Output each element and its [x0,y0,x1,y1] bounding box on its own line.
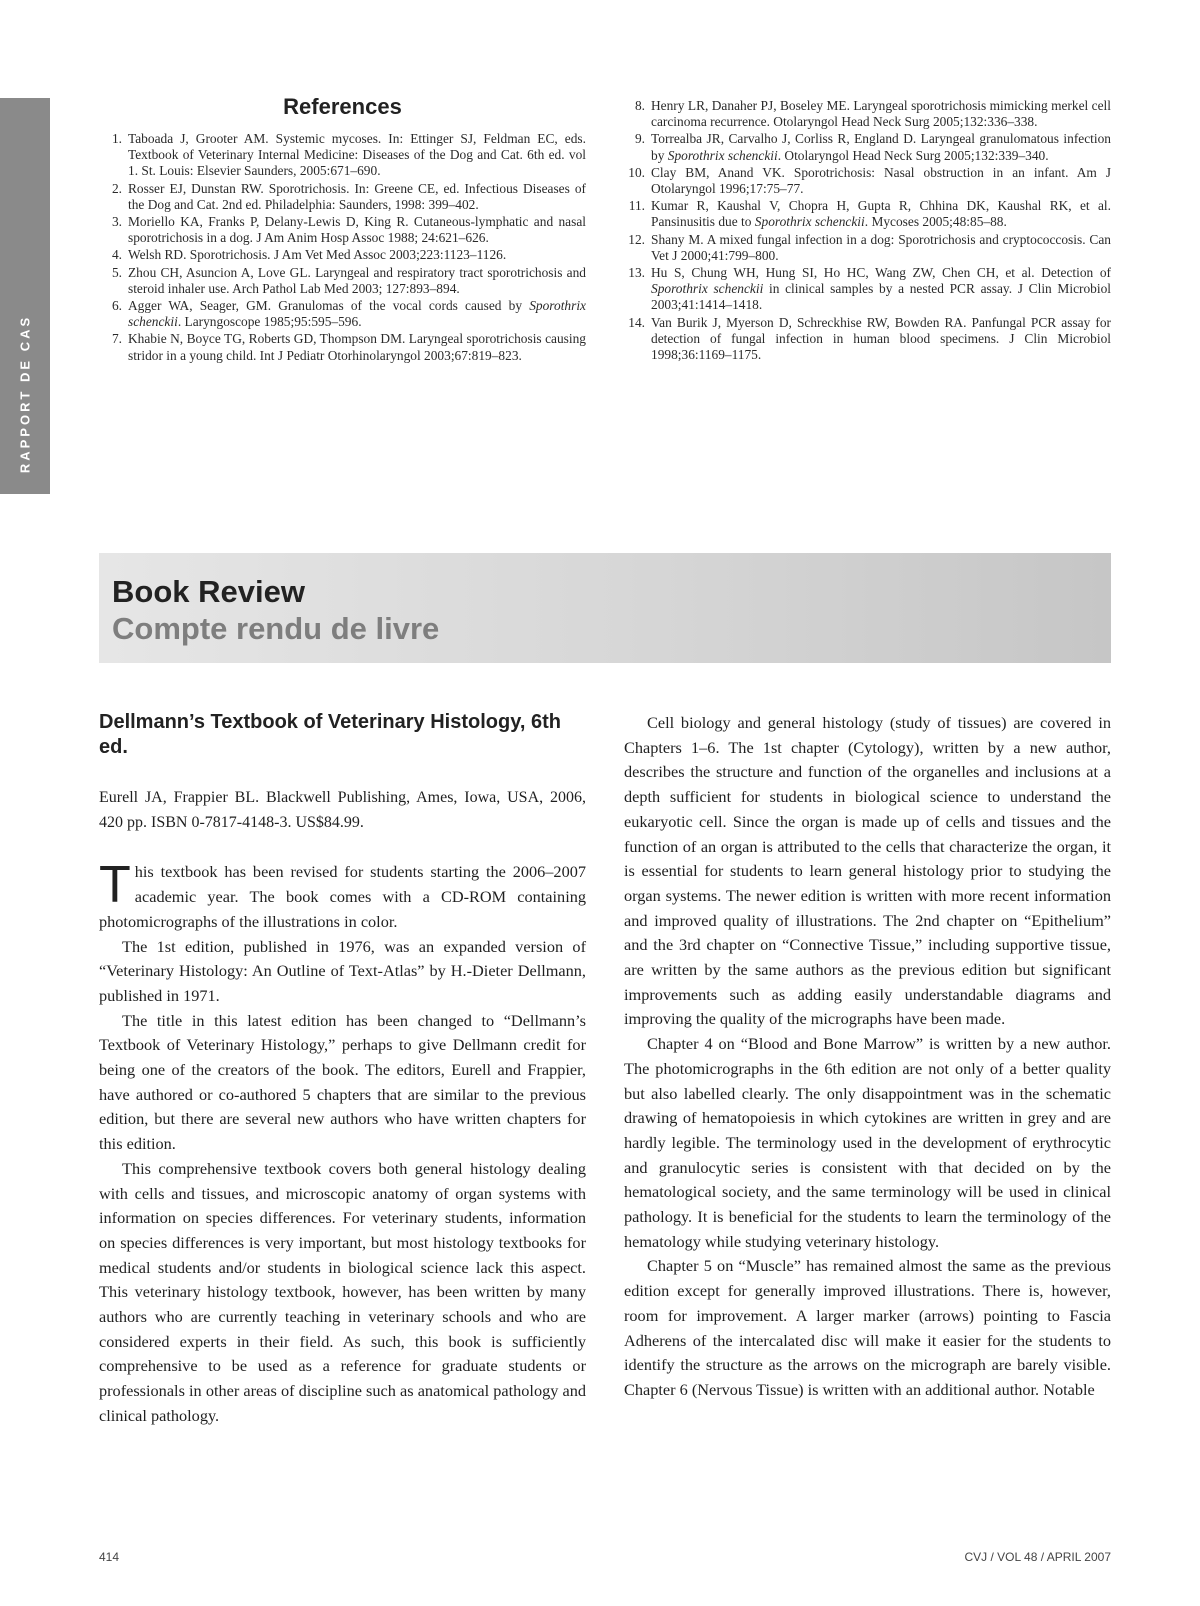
section-tab [0,98,50,494]
reference-item [99,131,586,180]
reference-item [622,198,1111,230]
page-number: 414 [99,1550,120,1564]
reference-item [622,315,1111,364]
references-list-right [622,98,1111,364]
journal-footer: CVJ / VOL 48 / APRIL 2007 [964,1550,1111,1564]
reference-text: Rosser EJ, Dunstan RW. Sporotrichosis. In: Greene CE, ed. Infectious Diseases of the Dog and Cat. 2nd ed. Philadelphia: Saunders, 1998: 399–402. [128,180,586,212]
drop-cap: T [99,856,131,915]
reference-number: 11. [628,198,645,214]
reference-text: Agger WA, Seager, GM. Granulomas of the vocal cords caused by [128,298,530,314]
review-paragraph: The 1st edition, published in 1976, was an expanded version of “Veterinary Histology: An Outline of Text-Atlas” by H.-Dieter Dellmann, published in 1971. [99,936,586,1005]
reference-number: 1. [111,131,122,146]
references-title: References [283,94,402,119]
book-citation: Eurell JA, Frappier BL. Blackwell Publishing, Ames, Iowa, USA, 2006, 420 pp. ISBN 0-7817-4148-3. US$84.99. [99,789,586,831]
banner-title-english: Book Review [112,574,305,609]
reference-item [99,181,586,213]
reference-species: Sporothrix schenckii [754,214,865,230]
reference-text: Henry LR, Danaher PJ, Boseley ME. Laryngeal sporotrichosis mimicking merkel cell carcinoma recurrence. Otolaryngol Head Neck Surg 2005;132:336–338. [651,98,1111,130]
reference-text: Shany M. A mixed fungal infection in a dog: Sporotrichosis and cryptococcosis. Can Vet J 2000;41:799–800. [651,231,1111,263]
reference-number: 2. [111,180,122,196]
book-title: Dellmann’s Textbook of Veterinary Histology, 6th ed. [99,711,561,758]
reference-number: 5. [111,264,122,280]
review-column-left [99,710,586,1429]
review-paragraph: Cell biology and general histology (study of tissues) are covered in Chapters 1–6. The 1st chapter (Cytology), written by a new author, describes the structure and function of the organelles and inclusions at a depth sufficient for students in biological science to understand the eukaryotic cell. Since the organ is made up of cells and tissues and the function of an organ is attributed to the cells that characterize the organ, it is essential for students to learn general histology prior to studying the organ systems. The newer edition is written with more recent information and improved quality of illustrations. The 2nd chapter on “Epithelium” and the 3rd chapter on “Connective Tissue,” including supportive tissue, are written by the same authors as the previous edition but significant improvements such as adding easily understandable diagrams and improving the quality of the micrographs have been made. [624,713,1111,1029]
review-paragraph: The title in this latest edition has been changed to “Dellmann’s Textbook of Veterinary Histology,” perhaps to give Dellmann credit for being one of the creators of the book. The editors, Eurell and Frappier, have authored or co-authored 5 chapters that are similar to the previous edition, but there are several new authors who have written chapters for this edition. [99,1010,586,1154]
reference-number: 9. [634,131,645,147]
reference-item [622,232,1111,264]
reference-item [99,298,586,330]
reference-text: Kumar R, Kaushal V, Chopra H, Gupta R, Chhina DK, Kaushal RK, et al. Pansinusitis due to [651,198,1111,230]
review-paragraph-first [99,856,586,934]
references-list-left [99,131,586,365]
reference-species: Sporothrix schenckii [128,298,586,330]
reference-text: . Laryngoscope 1985;95:595–596. [177,314,362,330]
reference-text: Welsh RD. Sporotrichosis. J Am Vet Med Assoc 2003;223:1123–1126. [128,247,507,263]
reference-text: Torrealba JR, Carvalho J, Corliss R, England D. Laryngeal granulomatous infection by [651,131,1111,163]
reference-item [99,331,586,363]
reference-item [99,247,586,263]
reference-text: Khabie N, Boyce TG, Roberts GD, Thompson DM. Laryngeal sporotrichosis causing stridor in a young child. Int J Pediatr Otorhinolaryngol 2003;67:819–823. [128,331,586,363]
reference-number: 8. [634,98,645,113]
reference-number: 7. [111,331,122,347]
reference-text: . Otolaryngol Head Neck Surg 2005;132:339–340. [777,147,1049,163]
first-paragraph-text: his textbook has been revised for students starting the 2006–2007 academic year. The book comes with a CD-ROM containing photomicrographs of the illustrations in color. [99,862,586,931]
reference-text: Van Burik J, Myerson D, Schreckhise RW, Bowden RA. Panfungal PCR assay for detection of fungal infection in human blood specimens. J Clin Microbiol 1998;36:1169–1175. [651,314,1111,363]
reference-species: Sporothrix schenckii [667,147,778,163]
reference-number: 12. [628,231,645,247]
review-paragraph: Chapter 5 on “Muscle” has remained almost the same as the previous edition except for generally improved illustrations. There is, however, room for improvement. A larger marker (arrows) pointing to Fascia Adherens of the intercalated disc will make it easier for the students to identify the structure as the arrows on the micrograph are barely visible. Chapter 6 (Nervous Tissue) is written with an additional author. Notable [624,1256,1111,1399]
reference-item [622,131,1111,163]
reference-number: 14. [628,314,645,330]
reference-number: 4. [111,247,122,263]
reference-text: Hu S, Chung WH, Hung SI, Ho HC, Wang ZW, Chen CH, et al. Detection of [651,265,1111,281]
reference-text: Moriello KA, Franks P, Delany-Lewis D, King R. Cutaneous-lymphatic and nasal sporotrichosis in a dog. J Am Anim Hosp Assoc 1988; 24:621–626. [128,214,586,246]
reference-text: Taboada J, Grooter AM. Systemic mycoses. In: Ettinger SJ, Feldman EC, eds. Textbook of Veterinary Internal Medicine: Diseases of the Dog and Cat. 6th ed. vol 1. St. Louis: Elsevier Saunders, 2005:671–690. [128,131,586,179]
review-paragraph: Chapter 4 on “Blood and Bone Marrow” is written by a new author. The photomicrographs in the 6th edition are not only of a better quality but also labelled clearly. The only disappointment was in the schematic drawing of hematopoiesis in which cytokines are written in grey and are hardly legible. The terminology used in the development of erythrocytic and granulocytic series is consistent with that decided on by the hematological society, and the same terminology will be used in clinical pathology. It is beneficial for the students to learn the terminology of the hematology while studying veterinary histology. [624,1034,1111,1251]
reference-number: 6. [111,298,122,314]
reference-number: 10. [628,164,645,180]
reference-number: 3. [111,214,122,230]
reference-number: 13. [628,265,645,281]
banner-title-french: Compte rendu de livre [112,611,440,646]
reference-item [99,265,586,297]
reference-text: . Mycoses 2005;48:85–88. [864,214,1007,230]
reference-text: in clinical samples by a nested PCR assay. J Clin Microbiol 2003;41:1414–1418. [651,281,1111,313]
reference-text: Zhou CH, Asuncion A, Love GL. Laryngeal and respiratory tract sporotrichosis and steroid inhaler use. Arch Pathol Lab Med 2003; 127:893–894. [128,264,586,296]
reference-text: Clay BM, Anand VK. Sporotrichosis: Nasal obstruction in an infant. Am J Otolaryngol 1996;17:75–77. [651,164,1111,197]
reference-item [622,98,1111,130]
review-paragraphs-left [99,935,586,1429]
review-paragraph: This comprehensive textbook covers both general histology dealing with cells and tissues, and microscopic anatomy of organ systems with information on species differences. For veterinary students, information on species differences is very important, but most histology textbooks for medical students and/or students in biological science lack this aspect. This veterinary histology textbook, however, has been written by many authors who are currently teaching in veterinary schools and who are considered experts in their field. As such, this book is sufficiently comprehensive to be used as a reference for graduate students or professionals in other areas of discipline such as anatomical pathology and clinical pathology. [99,1158,586,1425]
reference-item [622,165,1111,197]
reference-species: Sporothrix schenckii [651,281,764,297]
book-review-banner [99,553,1111,663]
review-column-right [624,711,1111,1403]
reference-item [622,265,1111,314]
section-tab-label: RAPPORT DE CAS [17,314,33,474]
reference-item [99,214,586,246]
